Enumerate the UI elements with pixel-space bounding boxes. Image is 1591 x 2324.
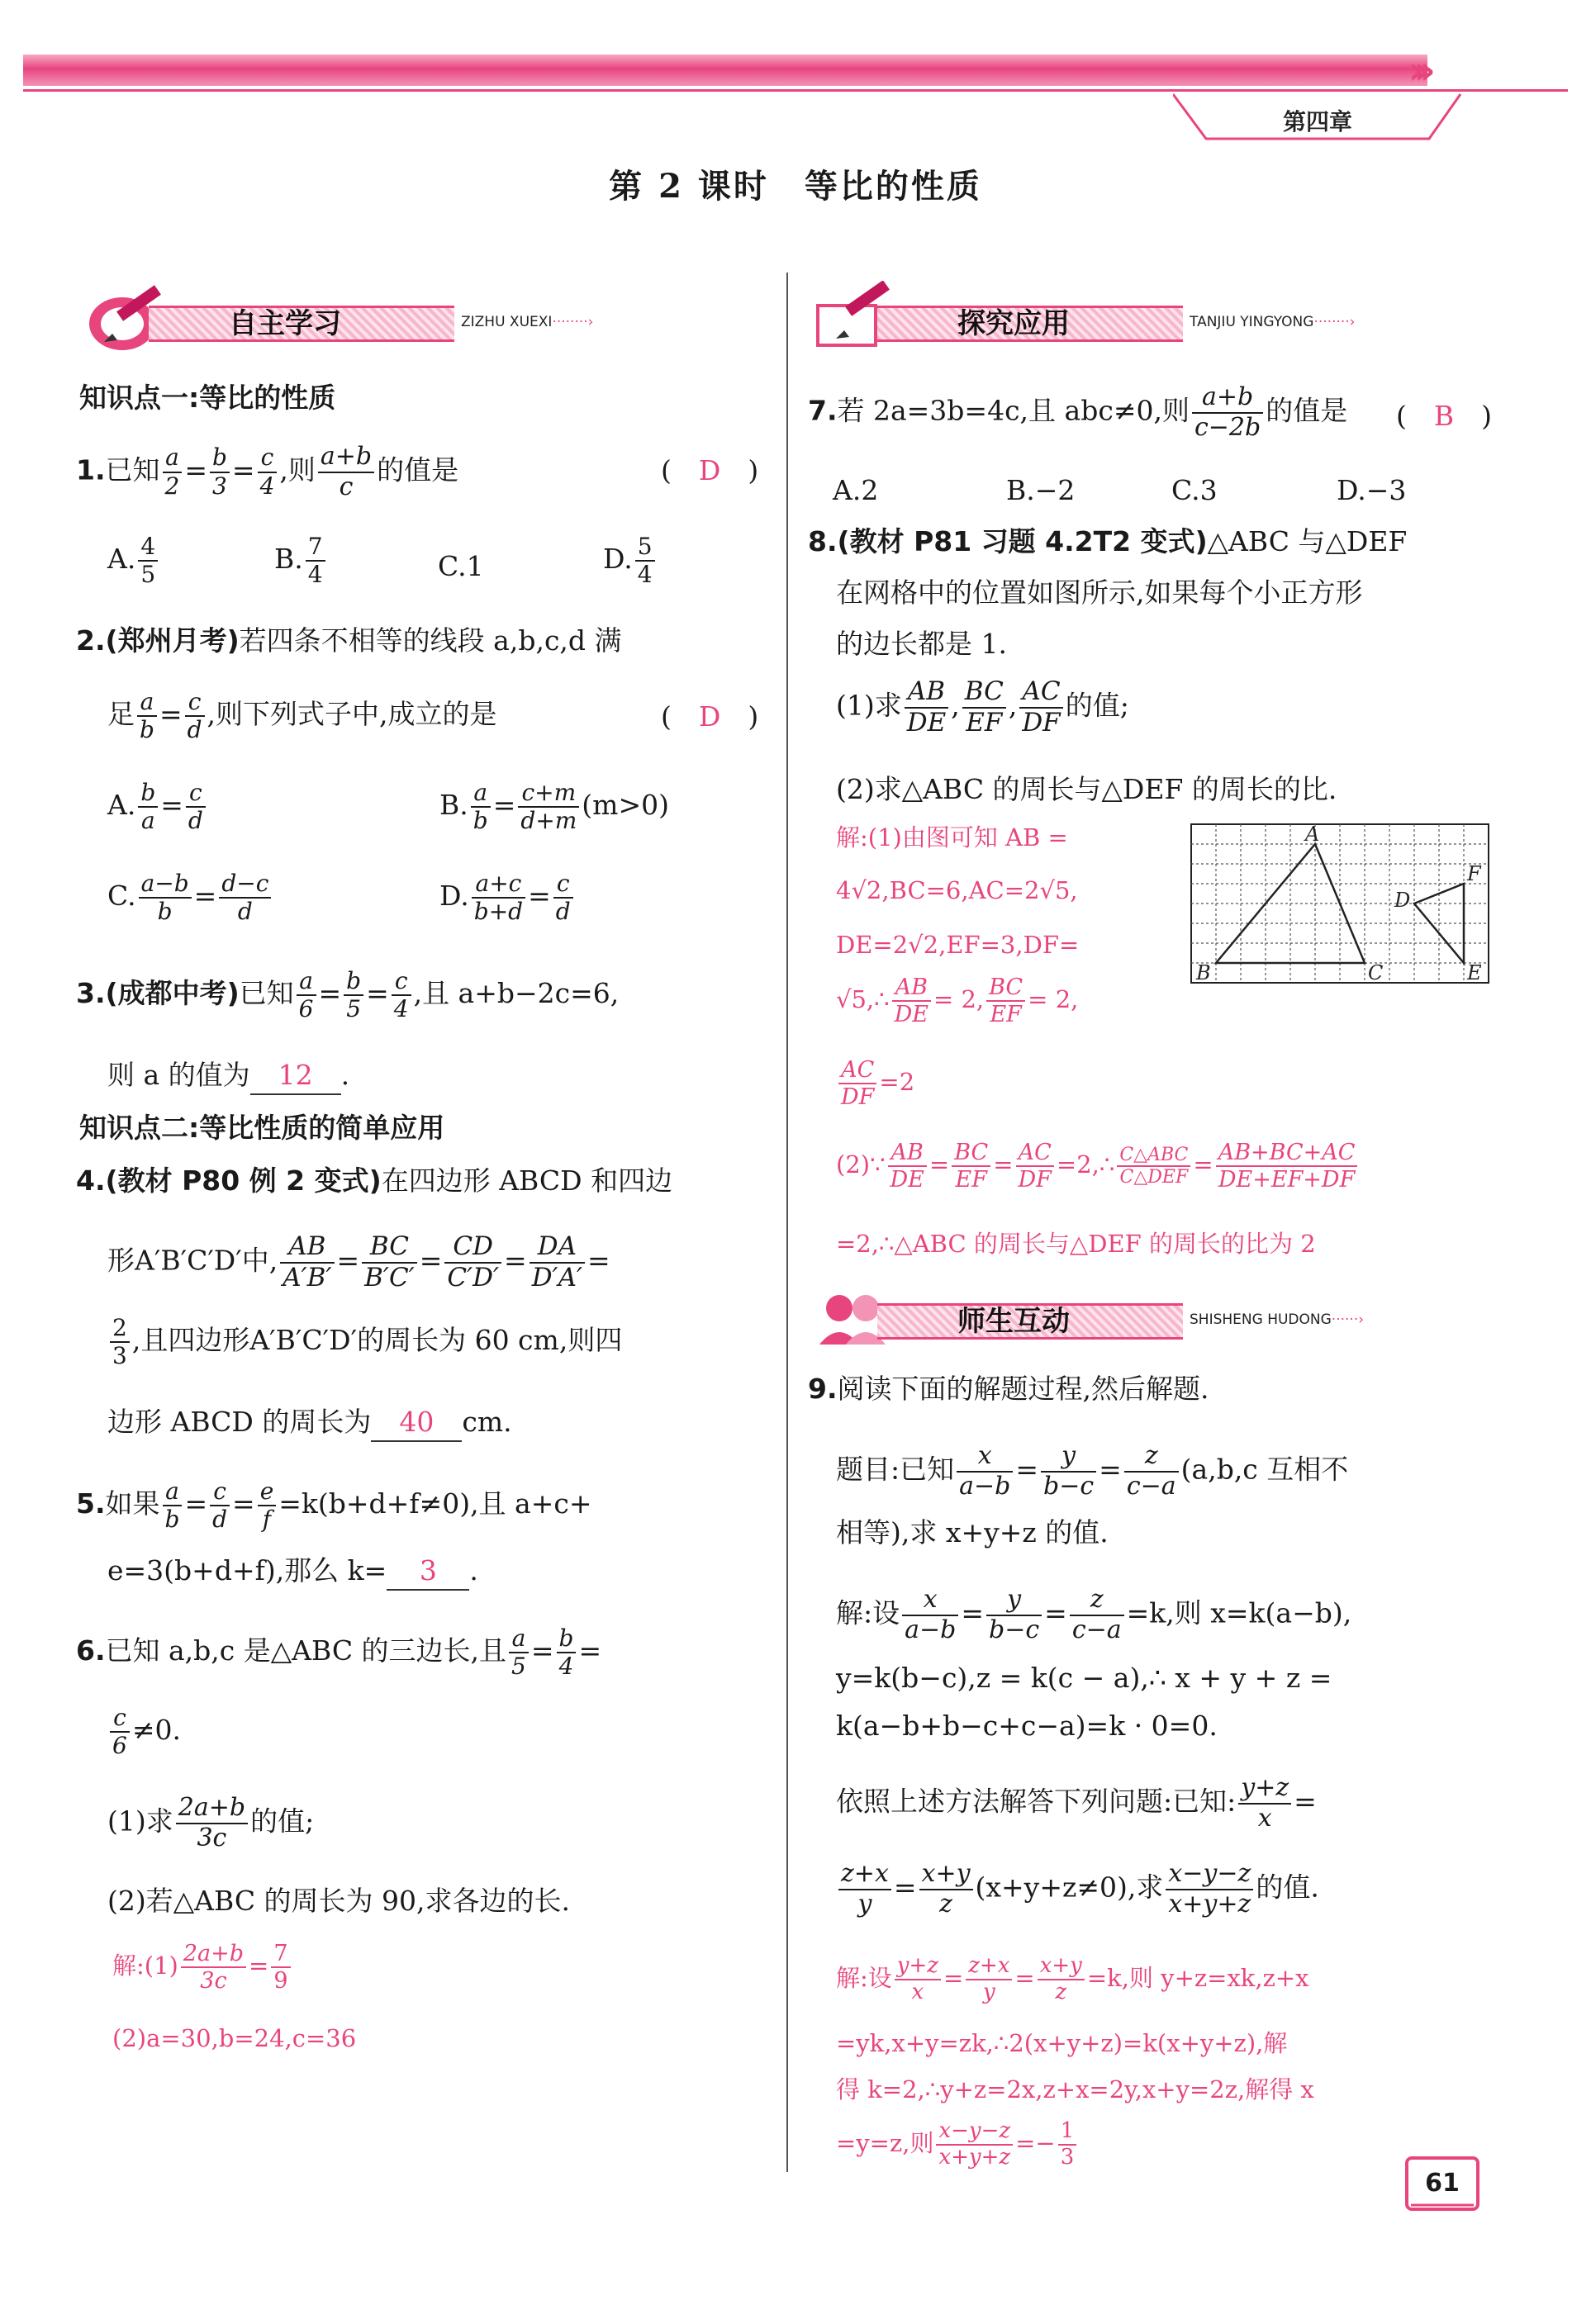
question-9-answer-line3: 得 k=2,∴y+z=2x,z+x=2y,x+y=2z,解得 x — [836, 2075, 1314, 2103]
question-9-task-line2: $\frac{z+x}{y}$ = $\frac{x+y}{z}$ (x+y+z≠0),求 $\frac{x-y-z}{x+y+z}$ 的值. — [836, 1860, 1319, 1918]
question-4: 4.(教材 P80 例 2 变式)在四边形 ABCD 和四边 — [76, 1164, 673, 1197]
page-number-label: 61 — [1425, 2169, 1460, 2198]
question-9-example-solution: 解:设 $\frac{x}{a-b}$ = $\frac{y}{b-c}$ = $\frac{z}{c-a}$ =k,则 x=k(a−b), — [836, 1585, 1352, 1644]
question-9-example-line2: y=k(b−c),z = k(c − a),∴ x + y + z = — [836, 1662, 1332, 1694]
question-2-answer: ( D ) — [661, 700, 759, 733]
question-8: 8.(教材 P81 习题 4.2T2 变式)△ABC 与△DEF — [808, 525, 1408, 557]
question-9-answer-line2: =yk,x+y=zk,∴2(x+y+z)=k(x+y+z),解 — [836, 2029, 1288, 2057]
q7-option-d: D.−3 — [1337, 474, 1407, 506]
q3-answer-blank[interactable]: 12 — [250, 1057, 341, 1095]
question-1: 1.已知 $\frac{a}{2}$ = $\frac{b}{3}$ = $\frac{c}{4}$ ,则 $\frac{a+b}{c}$ 的值是 — [76, 442, 459, 501]
question-4-line4: 边形 ABCD 的周长为 40 cm. — [107, 1404, 512, 1442]
question-6: 6.已知 a,b,c 是△ABC 的三边长,且 $\frac{a}{5}$ = $\frac{b}{4}$ = — [76, 1624, 602, 1681]
q1-option-b: B. $\frac{7}{4}$ — [274, 534, 328, 588]
question-9: 9.阅读下面的解题过程,然后解题. — [808, 1373, 1209, 1405]
question-9-topic-line2: 相等),求 x+y+z 的值. — [836, 1516, 1109, 1549]
q2-option-a: A. $\frac{b}{a}$ = $\frac{c}{d}$ — [107, 780, 208, 834]
question-8-line2: 在网格中的位置如图所示,如果每个小正方形 — [836, 576, 1363, 609]
q7-option-a: A.2 — [833, 474, 879, 506]
section-pinyin: ZIZHU XUEXI········› — [461, 314, 594, 330]
q7-option-b: B.−2 — [1006, 474, 1076, 506]
vertex-label-e: E — [1467, 961, 1482, 984]
question-7-answer: ( B ) — [1396, 400, 1493, 432]
question-6-part2: (2)若△ABC 的周长为 90,求各边的长. — [107, 1885, 571, 1917]
chapter-label: 第四章 — [1282, 108, 1352, 135]
question-8-line3: 的边长都是 1. — [836, 628, 1007, 660]
vertex-label-c: C — [1368, 961, 1384, 984]
question-9-answer-line4: =y=z,则 $\frac{x-y-z}{x+y+z}$ =− $\frac{1}{3}$ — [836, 2119, 1079, 2170]
section-pinyin: SHISHENG HUDONG······› — [1190, 1311, 1365, 1328]
q8-solution-line4: √5,∴ $\frac{AB}{DE}$ = 2, $\frac{BC}{EF}$ = 2, — [836, 975, 1079, 1028]
vertex-label-b: B — [1196, 961, 1211, 984]
question-6-part1: (1)求 $\frac{2a+b}{3c}$ 的值; — [107, 1793, 315, 1852]
vertex-label-a: A — [1305, 823, 1320, 846]
question-8-part1: (1)求 $\frac{AB}{DE}$ , $\frac{BC}{EF}$ , $\frac{AC}{DF}$ 的值; — [836, 676, 1129, 738]
q8-solution-line5: $\frac{AC}{DF}$ =2 — [836, 1057, 914, 1110]
q2-option-c: C. $\frac{a-b}{b}$ = $\frac{d-c}{d}$ — [107, 870, 273, 925]
header-band — [23, 55, 1427, 86]
q2-option-b: B. $\frac{a}{b}$ = $\frac{c+m}{d+m}$ (m>0) — [439, 779, 669, 835]
page-title: 第 2 课时 等比的性质 — [609, 167, 982, 206]
q2-option-d: D. $\frac{a+c}{b+d}$ = $\frac{c}{d}$ — [439, 870, 576, 925]
question-3-line2: 则 a 的值为 12 . — [107, 1057, 349, 1095]
q8-solution-conclusion: =2,∴△ABC 的周长与△DEF 的周长的比为 2 — [836, 1230, 1316, 1258]
q8-solution-line3: DE=2√2,EF=3,DF= — [836, 931, 1080, 959]
section-label: 探究应用 — [957, 307, 1070, 340]
q8-solution-line1: 解:(1)由图可知 AB = — [836, 823, 1068, 851]
q8-solution-part2: (2)∵ $\frac{AB}{DE}$ = $\frac{BC}{EF}$ = $\frac{AC}{DF}$ =2,∴ $\frac{\text{C△ABC}}{\text{C△DEF}}$ = $\frac{AB+BC+AC}{DE+EF+DF}$ — [836, 1140, 1360, 1193]
question-6-solution-1: 解:(1) $\frac{2a+b}{3c}$ = $\frac{7}{9}$ — [112, 1941, 293, 1994]
question-5: 5.如果 $\frac{a}{b}$ = $\frac{c}{d}$ = $\frac{e}{f}$ =k(b+d+f≠0),且 a+c+ — [76, 1477, 592, 1534]
q1-option-a: A. $\frac{4}{5}$ — [107, 534, 160, 588]
q1-option-c: C.1 — [438, 550, 484, 582]
question-6-solution-2: (2)a=30,b=24,c=36 — [112, 2024, 357, 2052]
question-9-answer: 解:设 $\frac{y+z}{x}$ = $\frac{z+x}{y}$ = $\frac{x+y}{z}$ =k,则 y+z=xk,z+x — [836, 1953, 1309, 2004]
vertex-label-f: F — [1467, 862, 1481, 885]
question-6-line2: $\frac{c}{6}$ ≠0. — [107, 1705, 181, 1759]
q4-answer-blank[interactable]: 40 — [371, 1404, 462, 1442]
section-pinyin: TANJIU YINGYONG········› — [1190, 314, 1356, 330]
question-9-task: 依照上述方法解答下列问题:已知: $\frac{y+z}{x}$ = — [836, 1773, 1317, 1833]
question-2: 2.(郑州月考)若四条不相等的线段 a,b,c,d 满 — [76, 624, 622, 657]
q8-solution-line2: 4√2,BC=6,AC=2√5, — [836, 876, 1078, 904]
question-9-topic: 题目:已知 $\frac{x}{a-b}$ = $\frac{y}{b-c}$ = $\frac{z}{c-a}$ (a,b,c 互相不 — [836, 1441, 1349, 1501]
question-7: 7.若 2a=3b=4c,且 abc≠0,则 $\frac{a+b}{c-2b}$ 的值是 — [808, 382, 1348, 442]
question-3: 3.(成都中考)已知 $\frac{a}{6}$ = $\frac{b}{5}$ = $\frac{c}{4}$ ,且 a+b−2c=6, — [76, 967, 620, 1023]
question-2-condition: 足 $\frac{a}{b}$ = $\frac{c}{d}$ ,则下列式子中,成立的是 — [107, 688, 497, 744]
chevron-right-icon: ››› — [1408, 48, 1426, 92]
section-label: 师生互动 — [957, 1305, 1070, 1338]
grid-figure — [1190, 823, 1490, 984]
question-9-example-line3: k(a−b+b−c+c−a)=k · 0=0. — [836, 1710, 1218, 1742]
header-line — [23, 89, 1568, 92]
knowledge-point-1: 知识点一:等比的性质 — [79, 382, 336, 414]
q5-answer-blank[interactable]: 3 — [387, 1553, 469, 1591]
q1-option-d: D. $\frac{5}{4}$ — [603, 534, 658, 588]
vertex-label-d: D — [1394, 889, 1411, 912]
column-divider — [786, 273, 788, 2172]
q7-option-c: C.3 — [1171, 474, 1218, 506]
section-label: 自主学习 — [229, 307, 341, 340]
question-4-line3: $\frac{2}{3}$ ,且四边形A′B′C′D′的周长为 60 cm,则四 — [107, 1315, 622, 1369]
question-1-answer: ( D ) — [661, 454, 759, 486]
page-number — [1404, 2156, 1480, 2213]
question-8-part2: (2)求△ABC 的周长与△DEF 的周长的比. — [836, 773, 1337, 805]
question-4-ratio: 形A′B′C′D′中, $\frac{AB}{A'B'}$ = $\frac{BC}{B'C'}$ = $\frac{CD}{C'D'}$ = $\frac{DA}{D'A'}$ = — [107, 1231, 610, 1292]
knowledge-point-2: 知识点二:等比性质的简单应用 — [79, 1112, 445, 1144]
question-5-line2: e=3(b+d+f),那么 k= 3 . — [107, 1553, 478, 1591]
chapter-tab — [1173, 92, 1462, 144]
